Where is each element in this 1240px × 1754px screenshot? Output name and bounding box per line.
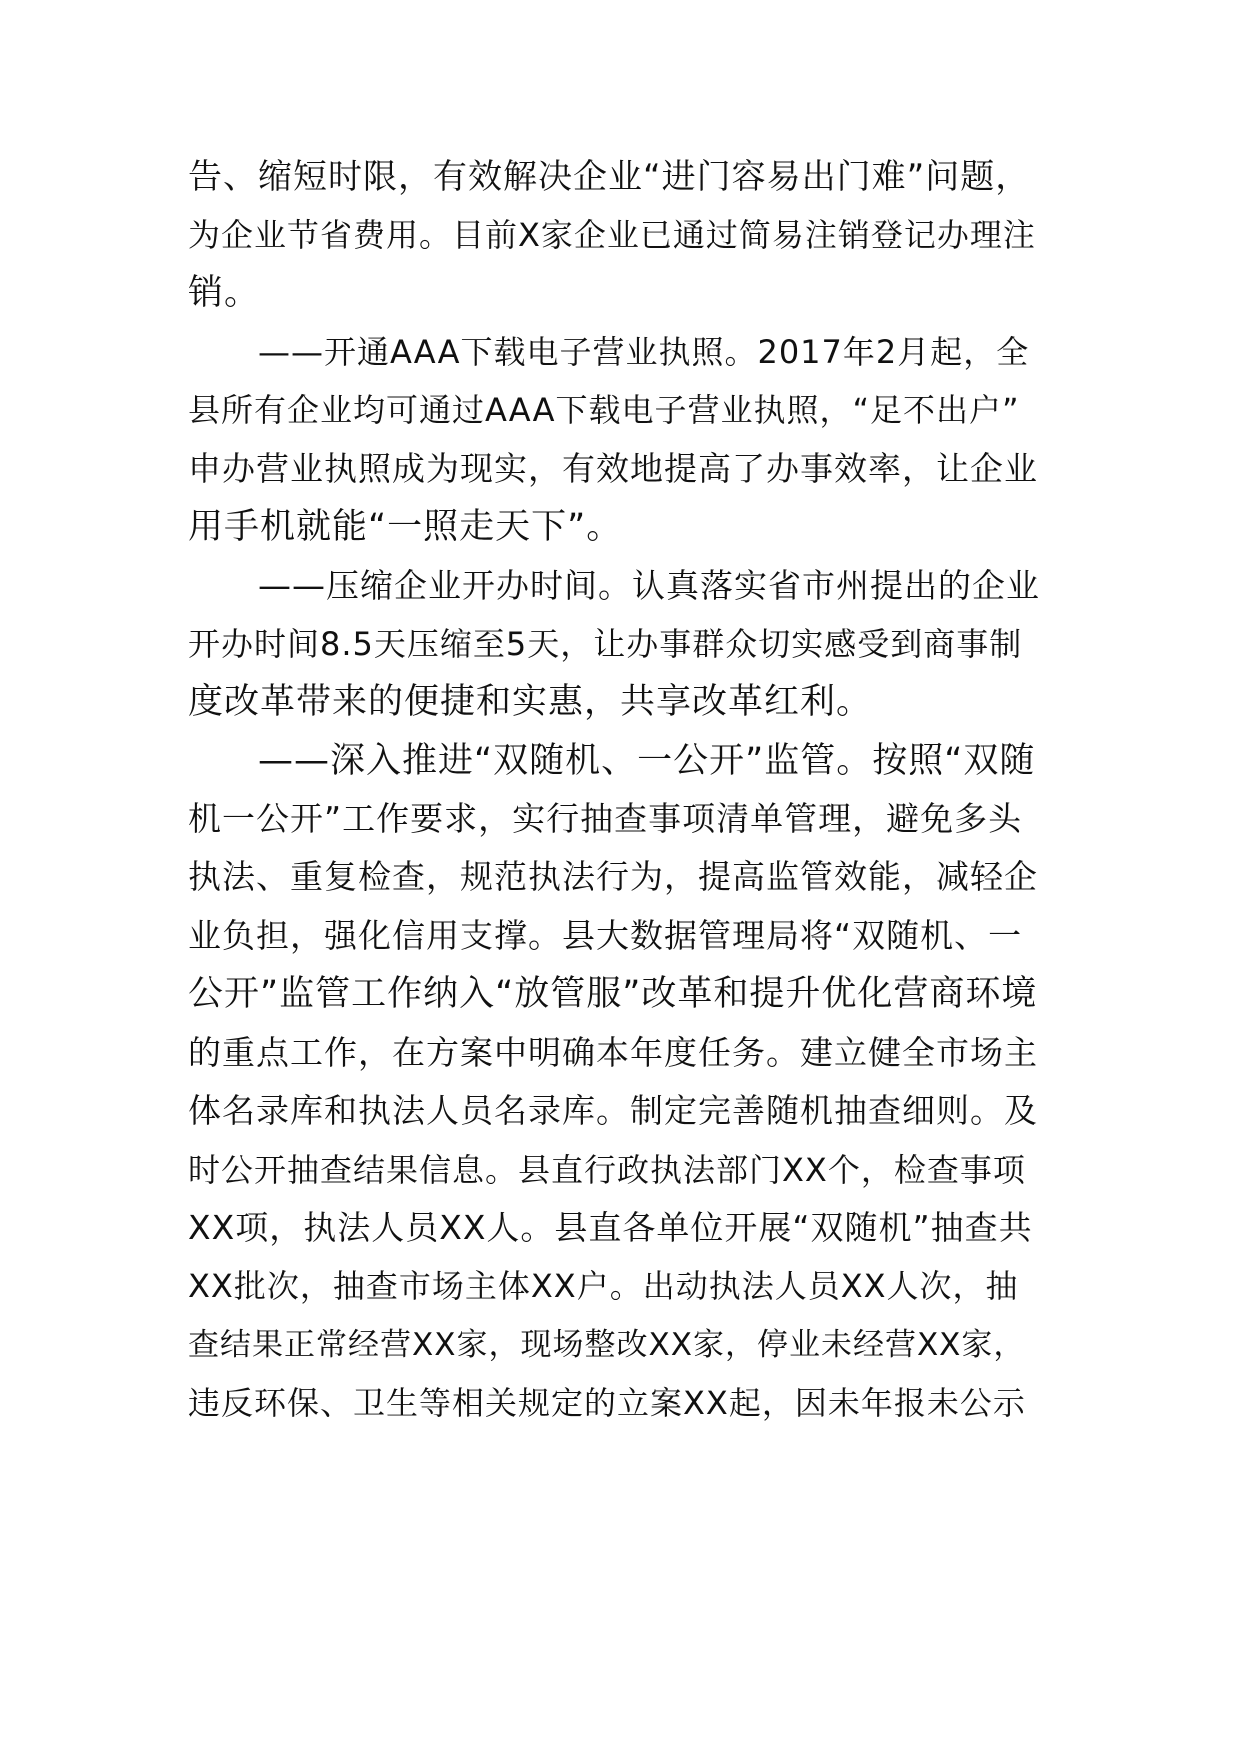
- text-line: XX批次，抽查市场主体XX户。出动执法人员XX人次，抽: [188, 1267, 1019, 1305]
- text-line: 县所有企业均可通过AAA下载电子营业执照，“足不出户”: [188, 391, 1020, 429]
- text-line: 查结果正常经营XX家，现场整改XX家，停业未经营XX家，: [188, 1327, 1026, 1363]
- text-line: 体名录库和执法人员名录库。制定完善随机抽查细则。及: [188, 1091, 1038, 1130]
- text-line: 的重点工作，在方案中明确本年度任务。建立健全市场主: [188, 1033, 1038, 1072]
- text-line: 执法、重复检查，规范执法行为，提高监管效能，减轻企: [188, 857, 1038, 896]
- text-line: ——开通AAA下载电子营业执照。2017年2月起，全: [258, 333, 1030, 371]
- text-line: 销。: [188, 273, 261, 313]
- text-line: XX项，执法人员XX人。县直各单位开展“双随机”抽查共: [188, 1208, 1033, 1247]
- text-line: 机一公开”工作要求，实行抽查事项清单管理，避免多头: [188, 799, 1023, 838]
- text-line: 告、缩短时限，有效解决企业“进门容易出门难”问题，: [188, 157, 1031, 197]
- text-line: 时公开抽查结果信息。县直行政执法部门XX个，检查事项: [188, 1151, 1026, 1189]
- text-line: 用手机就能“一照走天下”。: [188, 507, 623, 547]
- text-line: 开办时间8.5天压缩至5天，让办事群众切实感受到商事制: [188, 625, 1023, 663]
- text-line: 为企业节省费用。目前X家企业已通过简易注销登记办理注: [188, 216, 1036, 254]
- text-line: ——压缩企业开办时间。认真落实省市州提出的企业: [258, 566, 1040, 605]
- text-line: ——深入推进“双随机、一公开”监管。按照“双随: [258, 741, 1036, 781]
- text-line: 业负担，强化信用支撑。县大数据管理局将“双随机、一: [188, 916, 1023, 955]
- text-line: 违反环保、卫生等相关规定的立案XX起，因未年报未公示: [188, 1384, 1026, 1422]
- text-line: 度改革带来的便捷和实惠，共享改革红利。: [188, 682, 873, 722]
- text-line: 公开”监管工作纳入“放管服”改革和提升优化营商环境: [188, 974, 1038, 1014]
- text-line: 申办营业执照成为现实，有效地提高了办事效率，让企业: [188, 449, 1038, 488]
